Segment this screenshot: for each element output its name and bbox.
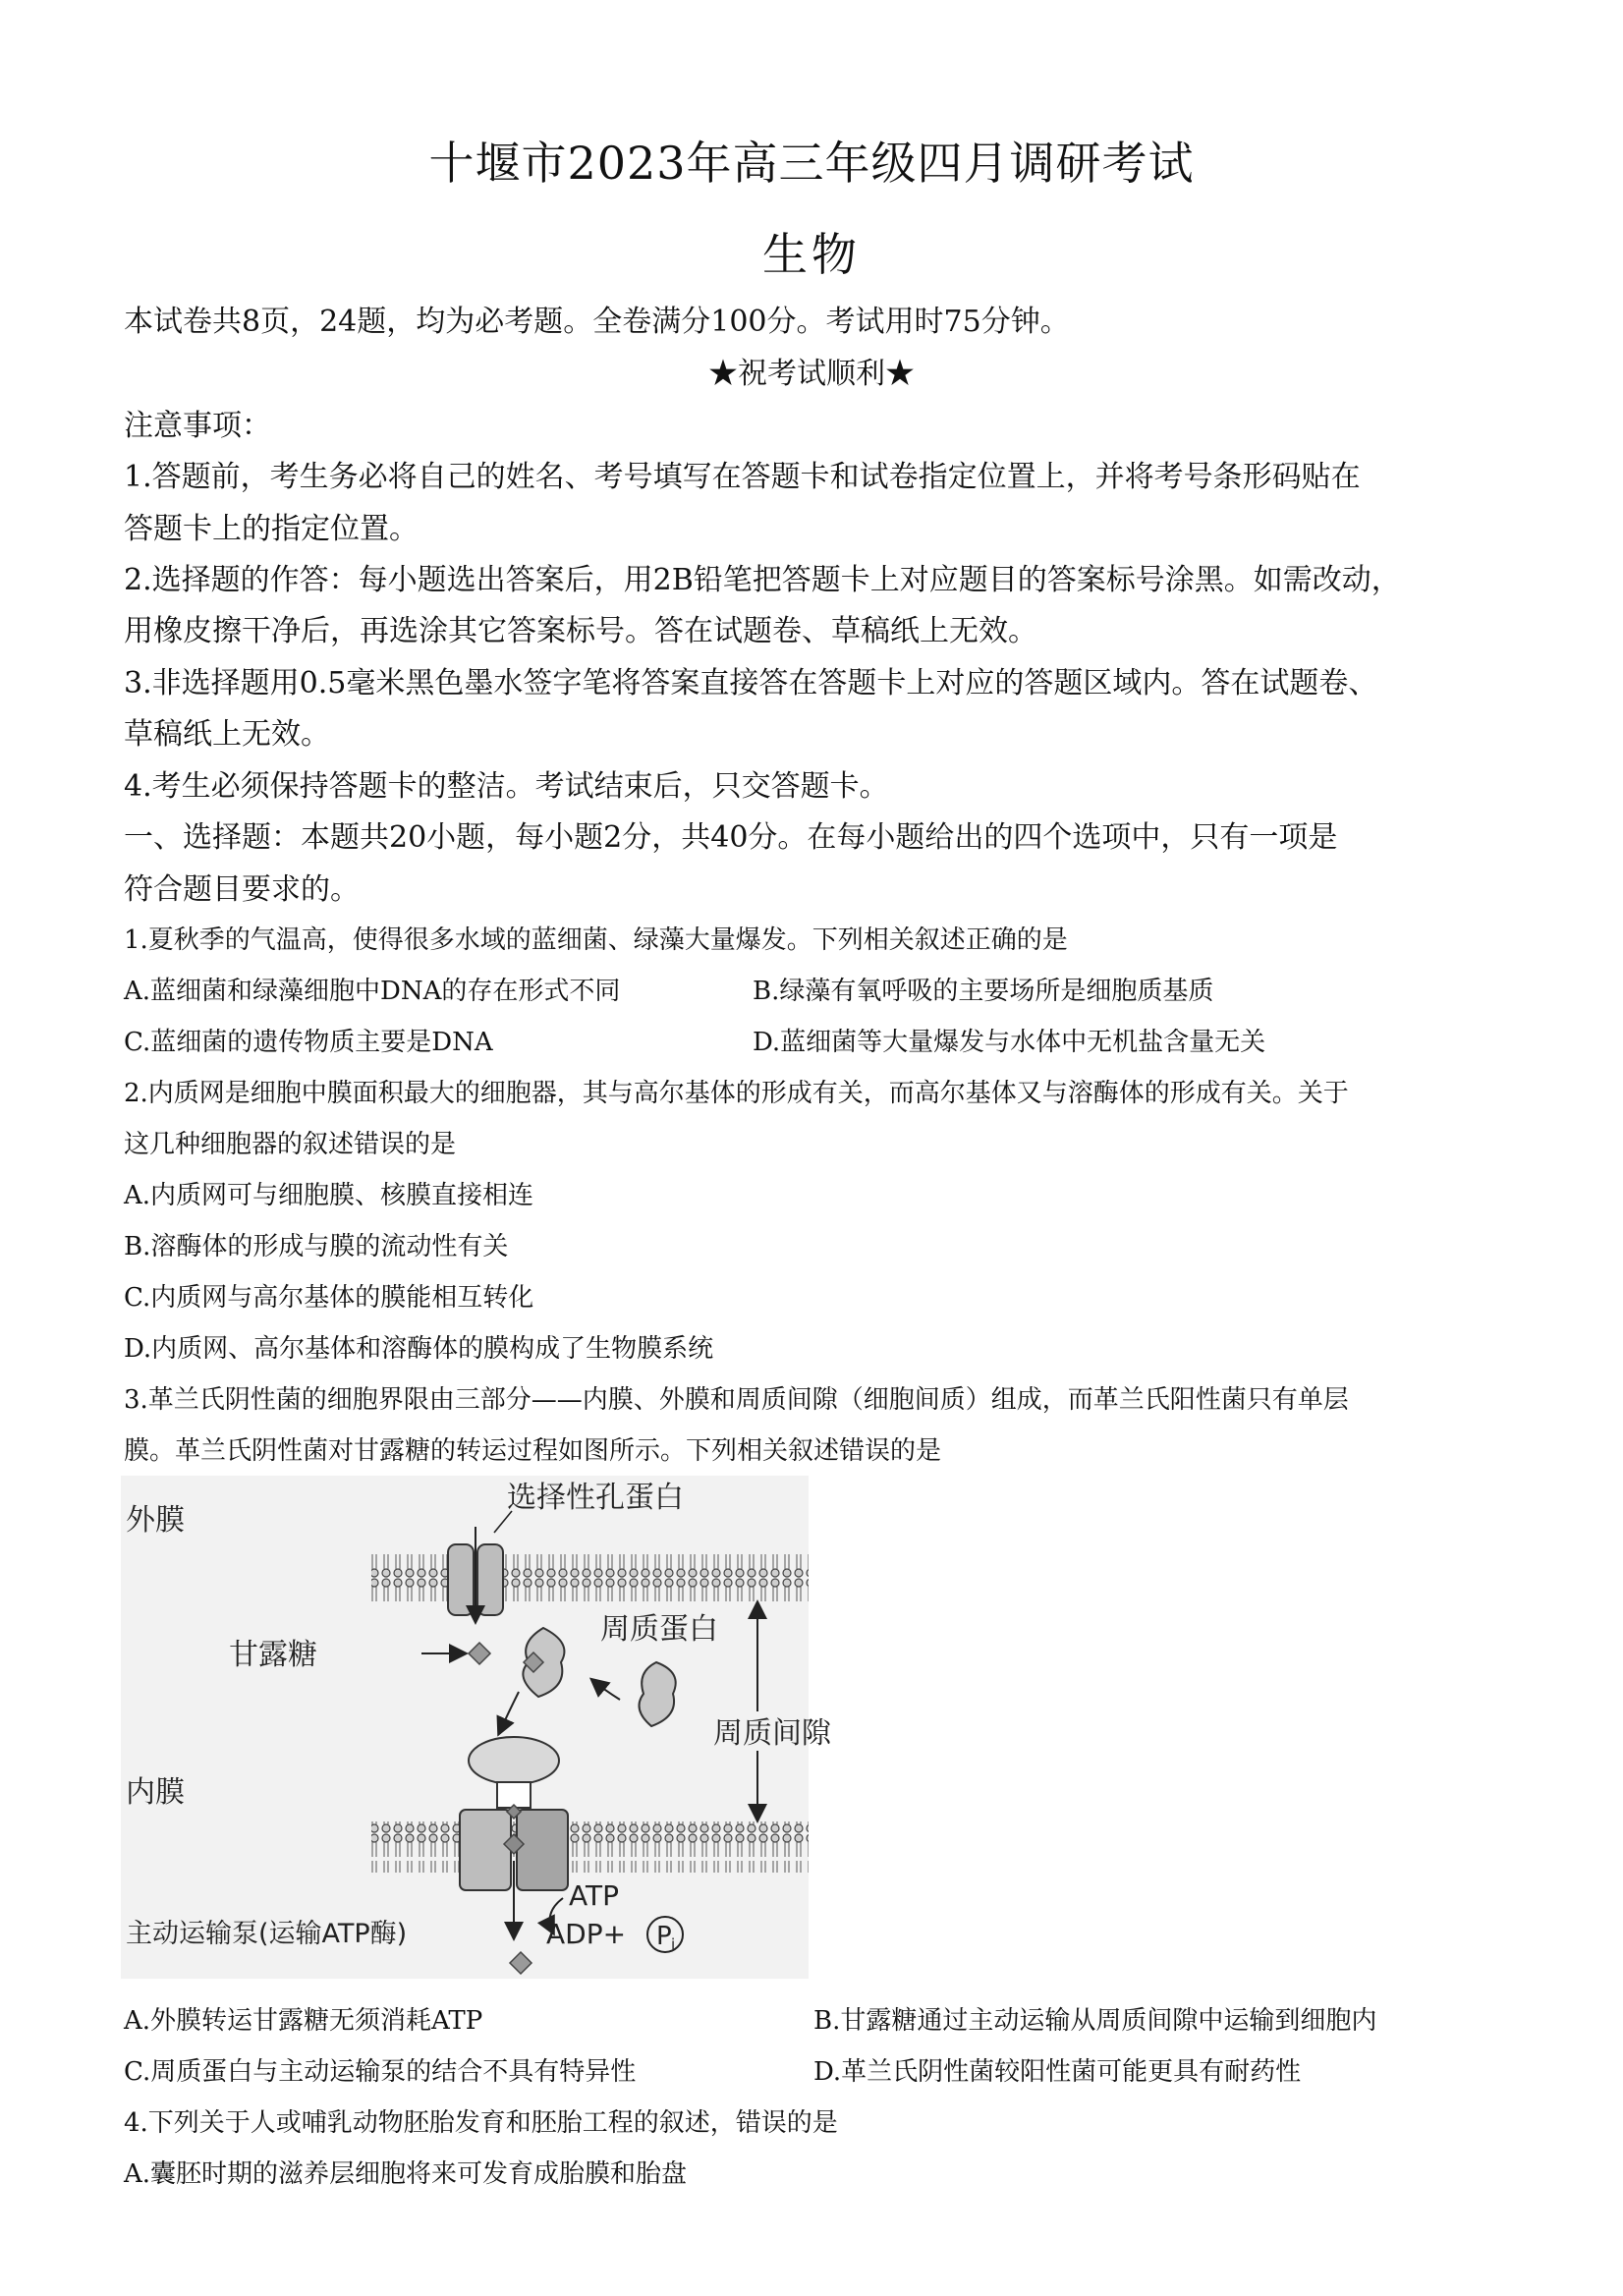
label-periplasmic-protein: 周质蛋白 <box>600 1612 718 1647</box>
q3-option-b: B.甘露糖通过主动运输从周质间隙中运输到细胞内 <box>813 2006 1377 2036</box>
membrane-transport-diagram <box>121 1476 831 1979</box>
label-pi-sub: i <box>671 1935 676 1953</box>
q2-option-d: D.内质网、高尔基体和溶酶体的膜构成了生物膜系统 <box>124 1334 714 1364</box>
label-mannose: 甘露糖 <box>229 1638 317 1672</box>
q2-option-a: A.内质网可与细胞膜、核膜直接相连 <box>124 1181 534 1210</box>
section-heading-cont: 符合题目要求的。 <box>124 872 360 907</box>
label-selective-porin: 选择性孔蛋白 <box>507 1481 684 1515</box>
label-active-pump: 主动运输泵(运输ATP酶) <box>126 1919 408 1949</box>
label-outer-membrane: 外膜 <box>126 1503 185 1538</box>
q4-option-a: A.囊胚时期的滋养层细胞将来可发育成胎膜和胎盘 <box>124 2159 688 2189</box>
section-heading: 一、选择题：本题共20小题，每小题2分，共40分。在每小题给出的四个选项中，只有一项是 <box>124 820 1338 855</box>
question-3-stem: 3.革兰氏阴性菌的细胞界限由三部分——内膜、外膜和周质间隙（细胞间质）组成，而革兰氏阳性菌只有单层 <box>124 1385 1349 1415</box>
label-inner-membrane: 内膜 <box>126 1775 185 1810</box>
good-luck-line: ★祝考试顺利★ <box>708 357 915 391</box>
notice-heading: 注意事项： <box>124 409 271 443</box>
notice-line: 3.非选择题用0.5毫米黑色墨水签字笔将答案直接答在答题卡上对应的答题区域内。答在试题卷、 <box>124 666 1378 700</box>
question-4-stem: 4.下列关于人或哺乳动物胚胎发育和胚胎工程的叙述，错误的是 <box>124 2108 838 2138</box>
question-2-stem-cont: 这几种细胞器的叙述错误的是 <box>124 1130 457 1159</box>
inner-membrane-bilayer <box>371 1821 809 1873</box>
notice-line: 答题卡上的指定位置。 <box>124 512 419 546</box>
notice-line: 用橡皮擦干净后，再选涂其它答案标号。答在试题卷、草稿纸上无效。 <box>124 614 1037 648</box>
q3-option-d: D.革兰氏阴性菌较阳性菌可能更具有耐药性 <box>813 2057 1302 2087</box>
label-adp: ADP+ <box>546 1918 627 1950</box>
q1-option-c: C.蓝细菌的遗传物质主要是DNA <box>124 1028 493 1057</box>
notice-line: 2.选择题的作答：每小题选出答案后，用2B铅笔把答题卡上对应题目的答案标号涂黑。如需改动， <box>124 563 1401 597</box>
outer-membrane-bilayer <box>371 1552 809 1603</box>
label-periplasmic-space: 周质间隙 <box>713 1716 831 1751</box>
exam-title: 十堰市2023年高三年级四月调研考试 <box>428 137 1195 190</box>
q2-option-c: C.内质网与高尔基体的膜能相互转化 <box>124 1283 534 1313</box>
question-2-stem: 2.内质网是细胞中膜面积最大的细胞器，其与高尔基体的形成有关，而高尔基体又与溶酶体的形成有关。关于 <box>124 1079 1349 1108</box>
question-1-stem: 1.夏秋季的气温高，使得很多水域的蓝细菌、绿藻大量爆发。下列相关叙述正确的是 <box>124 925 1068 955</box>
question-3-stem-cont: 膜。革兰氏阴性菌对甘露糖的转运过程如图所示。下列相关叙述错误的是 <box>124 1436 942 1466</box>
label-pi: P <box>656 1922 672 1951</box>
subject-title: 生物 <box>762 228 861 281</box>
q1-option-d: D.蓝细菌等大量爆发与水体中无机盐含量无关 <box>753 1028 1266 1057</box>
q3-option-c: C.周质蛋白与主动运输泵的结合不具有特异性 <box>124 2057 637 2087</box>
notice-line: 4.考生必须保持答题卡的整洁。考试结束后，只交答题卡。 <box>124 769 889 804</box>
q1-option-a: A.蓝细菌和绿藻细胞中DNA的存在形式不同 <box>124 977 621 1006</box>
q2-option-b: B.溶酶体的形成与膜的流动性有关 <box>124 1232 509 1261</box>
label-atp: ATP <box>569 1879 619 1912</box>
exam-intro: 本试卷共8页，24题，均为必考题。全卷满分100分。考试用时75分钟。 <box>124 305 1070 339</box>
notice-line: 草稿纸上无效。 <box>124 717 330 752</box>
notice-line: 1.答题前，考生务必将自己的姓名、考号填写在答题卡和试卷指定位置上，并将考号条形码贴在 <box>124 460 1361 494</box>
q3-option-a: A.外膜转运甘露糖无须消耗ATP <box>124 2006 483 2036</box>
q1-option-b: B.绿藻有氧呼吸的主要场所是细胞质基质 <box>753 977 1214 1006</box>
